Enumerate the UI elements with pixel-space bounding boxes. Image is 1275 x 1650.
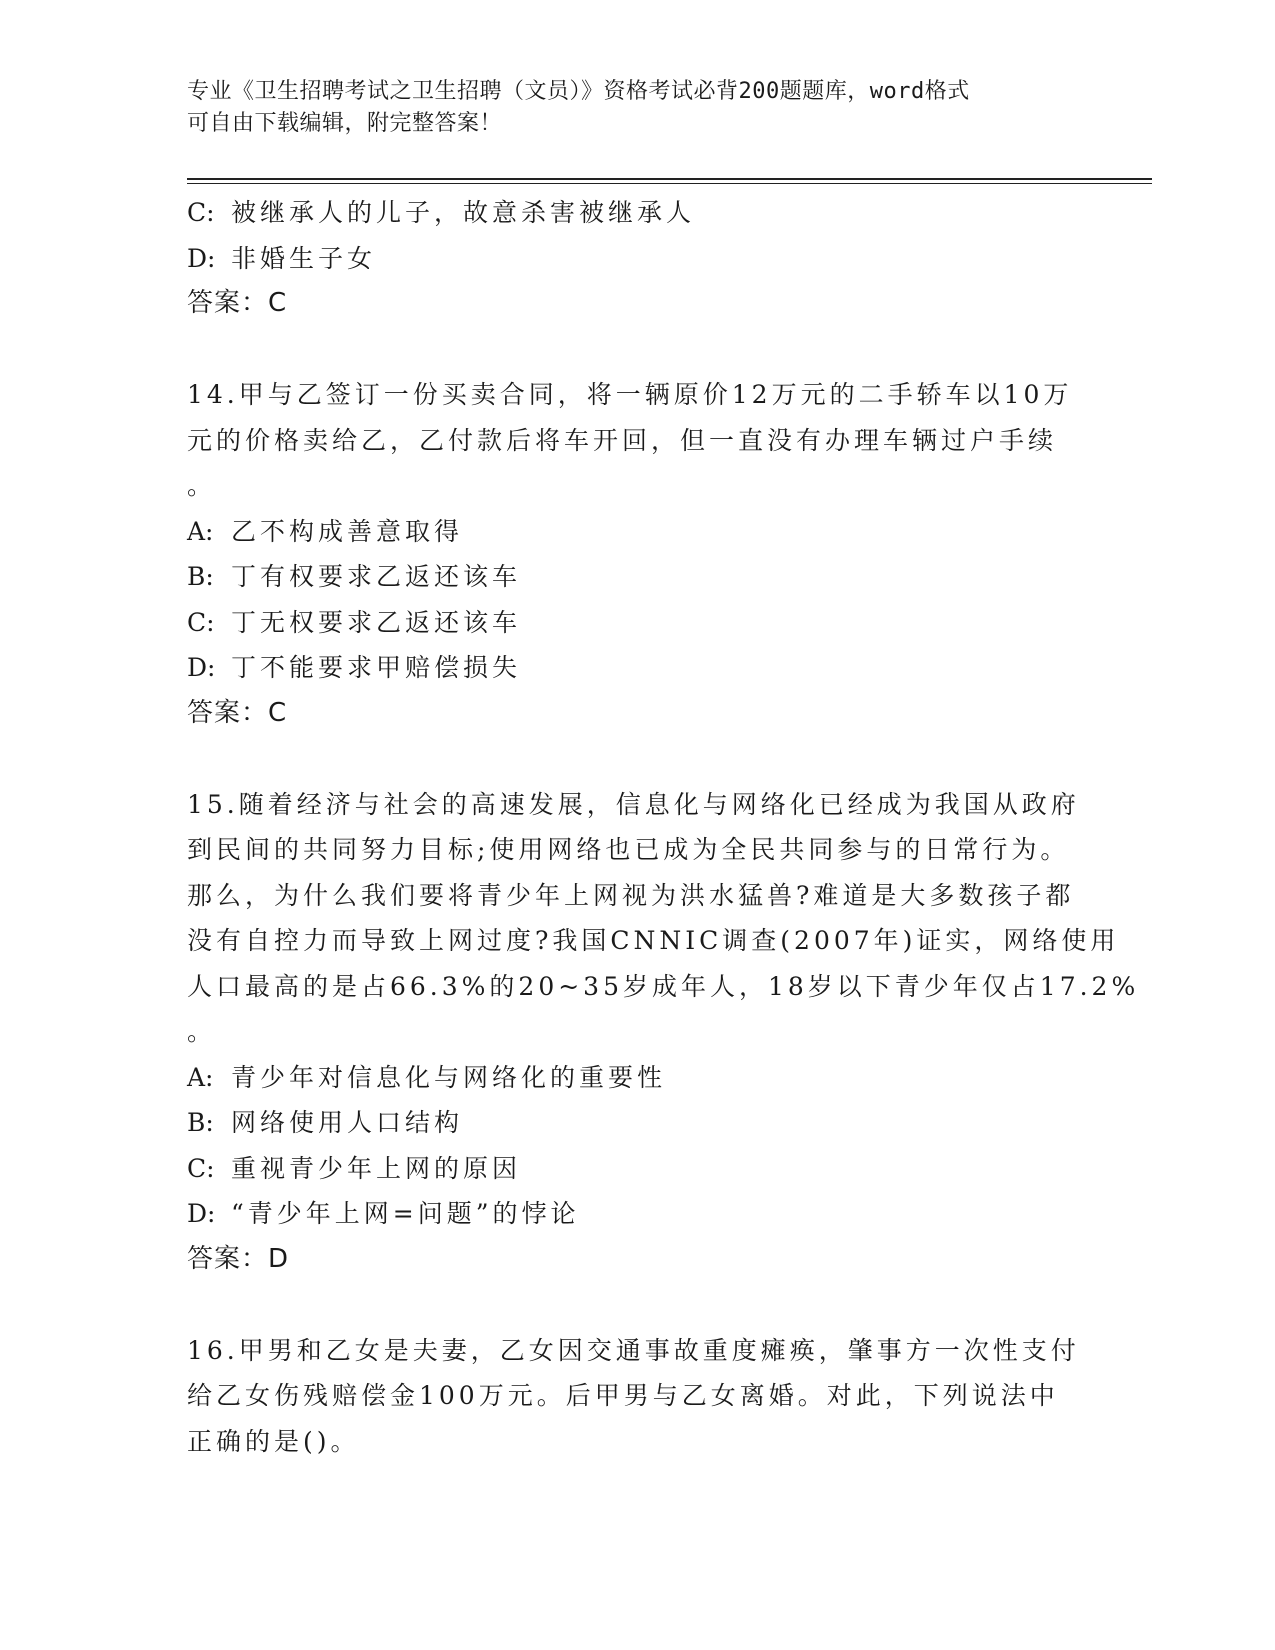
document-header <box>187 76 1087 140</box>
spacer <box>187 327 1087 373</box>
option-c: C: 重视青少年上网的原因 <box>187 1153 522 1183</box>
header-line-1: 专业《卫生招聘考试之卫生招聘（文员）》资格考试必背200题题库，word格式 <box>187 79 970 104</box>
option-a: A: 青少年对信息化与网络化的重要性 <box>187 1062 667 1092</box>
header-rule-thick <box>187 178 1152 180</box>
question-14 <box>187 372 1087 736</box>
question-16 <box>187 1328 1087 1465</box>
option-c: C: 被继承人的儿子，故意杀害被继承人 <box>187 198 696 227</box>
spacer <box>187 736 1087 782</box>
answer-line: 答案：D <box>187 1243 290 1274</box>
spacer <box>187 1282 1087 1328</box>
option-d: D: 非婚生子女 <box>187 243 377 273</box>
question-stem-line: 正确的是()。 <box>187 1426 360 1456</box>
answer-line: 答案：C <box>187 697 288 728</box>
question-stem-line: 。 <box>187 471 217 500</box>
question-stem-line: 给乙女伤残赔偿金100万元。后甲男与乙女离婚。对此，下列说法中 <box>187 1381 1059 1410</box>
option-c: C: 丁无权要求乙返还该车 <box>187 607 522 637</box>
option-a: A: 乙不构成善意取得 <box>187 516 464 546</box>
question-stem-line: 15.随着经济与社会的高速发展，信息化与网络化已经成为我国从政府 <box>187 789 1080 819</box>
option-d: D: 丁不能要求甲赔偿损失 <box>187 653 522 682</box>
question-stem-line: 14.甲与乙签订一份买卖合同，将一辆原价12万元的二手轿车以10万 <box>187 380 1073 409</box>
question-stem-line: 。 <box>187 1017 217 1046</box>
question-15 <box>187 782 1140 1283</box>
option-b: B: 丁有权要求乙返还该车 <box>187 562 522 591</box>
question-stem-line: 元的价格卖给乙，乙付款后将车开回，但一直没有办理车辆过户手续 <box>187 425 1058 455</box>
header-line-2: 可自由下载编辑，附完整答案！ <box>187 111 503 136</box>
question-stem-line: 16.甲男和乙女是夫妻，乙女因交通事故重度瘫痪，肇事方一次性支付 <box>187 1335 1080 1365</box>
question-stem-line: 人口最高的是占66.3%的20~35岁成年人，18岁以下青少年仅占17.2% <box>187 971 1140 1001</box>
question-stem-line: 没有自控力而导致上网过度?我国CNNIC调查(2007年)证实，网络使用 <box>187 926 1120 955</box>
option-b: B: 网络使用人口结构 <box>187 1108 464 1137</box>
question-stem-line: 到民间的共同努力目标;使用网络也已成为全民共同参与的日常行为。 <box>187 835 1070 864</box>
question-content <box>187 190 1140 1464</box>
option-d: D: “青少年上网=问题”的悖论 <box>187 1199 580 1228</box>
header-rule-thin <box>187 183 1152 184</box>
prev-question-options <box>187 190 1087 281</box>
answer-line: 答案：C <box>187 288 288 318</box>
question-stem-line: 那么，为什么我们要将青少年上网视为洪水猛兽?难道是大多数孩子都 <box>187 880 1075 910</box>
